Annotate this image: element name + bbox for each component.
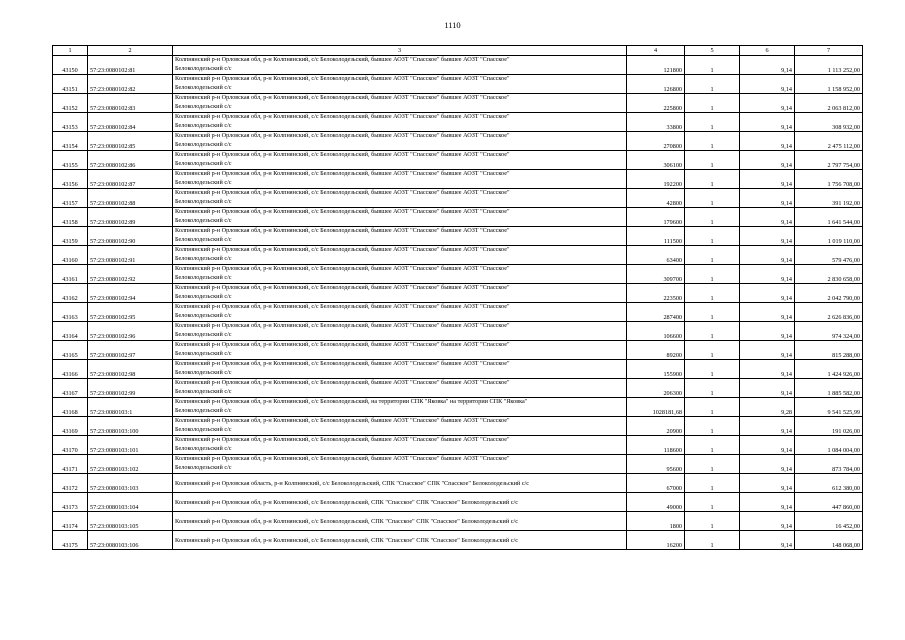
address-line-1: Колпнянский р-н Орловская область, р-н Колпнянский, с/с Белоколодезьский, СПК "Спасское" СПК "Спасское" Белоколодезьский с/с — [175, 479, 529, 487]
row-number: 43170 — [53, 436, 88, 455]
table-row — [53, 94, 863, 113]
address-line-2: Белоколодезьский с/с — [175, 217, 232, 224]
column-5-value: 1 — [685, 322, 740, 341]
column-5-value: 1 — [685, 303, 740, 322]
address-cell — [173, 398, 627, 417]
address-line-1: Колпнянский р-н Орловская обл, р-н Колпнянский, с/с Белоколодезьский, бывшее АОЗТ "Спасское" бывшее АОЗТ "Спасское" — [175, 151, 510, 158]
row-number: 43164 — [53, 322, 88, 341]
cadastral-number: 57:23:0080102:98 — [88, 360, 173, 379]
cadastral-value: 1 641 544,00 — [795, 208, 863, 227]
row-number: 43173 — [53, 493, 88, 512]
address-line-1: Колпнянский р-н Орловская обл, р-н Колпнянский, с/с Белоколодезьский, бывшее АОЗТ "Спасское" бывшее АОЗТ "Спасское" — [175, 322, 510, 329]
address-cell — [173, 151, 627, 170]
address-cell — [173, 436, 627, 455]
area-value: 223500 — [627, 284, 685, 303]
cadastral-value: 1 113 252,00 — [795, 56, 863, 75]
column-5-value: 1 — [685, 360, 740, 379]
row-number: 43168 — [53, 398, 88, 417]
table-row — [53, 455, 863, 474]
rate-value: 9,14 — [740, 493, 795, 512]
rate-value: 9,14 — [740, 75, 795, 94]
area-value: 63400 — [627, 246, 685, 265]
column-header-4: 4 — [627, 46, 685, 56]
column-header-2: 2 — [88, 46, 173, 56]
address-cell — [173, 189, 627, 208]
column-5-value: 1 — [685, 284, 740, 303]
cadastral-number: 57:23:0080103:1 — [88, 398, 173, 417]
table-row — [53, 56, 863, 75]
area-value: 20900 — [627, 417, 685, 436]
column-5-value: 1 — [685, 56, 740, 75]
rate-value: 9,14 — [740, 303, 795, 322]
row-number: 43153 — [53, 113, 88, 132]
area-value: 33800 — [627, 113, 685, 132]
area-value: 118600 — [627, 436, 685, 455]
table-header — [53, 46, 863, 56]
cadastral-value: 612 380,00 — [795, 474, 863, 493]
table-row — [53, 246, 863, 265]
cadastral-number: 57:23:0080102:94 — [88, 284, 173, 303]
table-row — [53, 474, 863, 493]
address-cell — [173, 265, 627, 284]
column-5-value: 1 — [685, 417, 740, 436]
column-header-5: 5 — [685, 46, 740, 56]
table-row — [53, 322, 863, 341]
cadastral-value: 191 026,00 — [795, 417, 863, 436]
table-row — [53, 493, 863, 512]
table-row — [53, 284, 863, 303]
cadastral-number: 57:23:0080103:106 — [88, 531, 173, 550]
table-body — [53, 56, 863, 550]
address-line-1: Колпнянский р-н Орловская обл, р-н Колпнянский, с/с Белоколодезьский, бывшее АОЗТ "Спасское" бывшее АОЗТ "Спасское" — [175, 341, 510, 348]
cadastral-value: 9 541 525,99 — [795, 398, 863, 417]
table-row — [53, 341, 863, 360]
address-cell — [173, 322, 627, 341]
area-value: 111500 — [627, 227, 685, 246]
address-cell — [173, 113, 627, 132]
row-number: 43169 — [53, 417, 88, 436]
address-line-1: Колпнянский р-н Орловская обл, р-н Колпнянский, с/с Белоколодезьский, бывшее АОЗТ "Спасское" бывшее АОЗТ "Спасское" — [175, 417, 510, 424]
rate-value: 9,14 — [740, 284, 795, 303]
cadastral-value: 16 452,00 — [795, 512, 863, 531]
address-cell — [173, 474, 627, 493]
address-line-2: Белоколодезьский с/с — [175, 84, 232, 91]
land-register-table — [52, 45, 863, 550]
rate-value: 9,14 — [740, 436, 795, 455]
rate-value: 9,14 — [740, 151, 795, 170]
address-line-1: Колпнянский р-н Орловская обл, р-н Колпнянский, с/с Белоколодезьский, СПК "Спасское" СПК "Спасское" Белоколодезьский с/с — [175, 536, 518, 544]
cadastral-value: 1 158 952,00 — [795, 75, 863, 94]
row-number: 43167 — [53, 379, 88, 398]
address-line-1: Колпнянский р-н Орловская обл, р-н Колпнянский, с/с Белоколодезьский, бывшее АОЗТ "Спасское" бывшее АОЗТ "Спасское" — [175, 113, 510, 120]
area-value: 106600 — [627, 322, 685, 341]
column-5-value: 1 — [685, 493, 740, 512]
row-number: 43159 — [53, 227, 88, 246]
cadastral-number: 57:23:0080102:82 — [88, 75, 173, 94]
cadastral-number: 57:23:0080103:101 — [88, 436, 173, 455]
table-row — [53, 398, 863, 417]
table-row — [53, 417, 863, 436]
row-number: 43156 — [53, 170, 88, 189]
address-cell — [173, 75, 627, 94]
row-number: 43152 — [53, 94, 88, 113]
address-cell — [173, 455, 627, 474]
address-line-1: Колпнянский р-н Орловская обл, р-н Колпнянский, с/с Белоколодезьский, бывшее АОЗТ "Спасское" бывшее АОЗТ "Спасское" — [175, 379, 510, 386]
rate-value: 9,14 — [740, 379, 795, 398]
row-number: 43163 — [53, 303, 88, 322]
rate-value: 9,14 — [740, 56, 795, 75]
address-line-1: Колпнянский р-н Орловская обл, р-н Колпнянский, с/с Белоколодезьский, бывшее АОЗТ "Спасское" бывшее АОЗТ "Спасское" — [175, 303, 510, 310]
address-line-2: Белоколодезьский с/с — [175, 407, 232, 414]
table-row — [53, 531, 863, 550]
column-5-value: 1 — [685, 189, 740, 208]
rate-value: 9,14 — [740, 189, 795, 208]
area-value: 192200 — [627, 170, 685, 189]
address-line-2: Белоколодезьский с/с — [175, 369, 232, 376]
cadastral-value: 2 830 658,00 — [795, 265, 863, 284]
address-line-2: Белоколодезьский с/с — [175, 464, 232, 471]
address-line-2: Белоколодезьский с/с — [175, 388, 232, 395]
address-line-2: Белоколодезьский с/с — [175, 141, 232, 148]
area-value: 67000 — [627, 474, 685, 493]
column-5-value: 1 — [685, 208, 740, 227]
table-row — [53, 208, 863, 227]
area-value: 179600 — [627, 208, 685, 227]
address-line-1: Колпнянский р-н Орловская обл, р-н Колпнянский, с/с Белоколодезьский, бывшее АОЗТ "Спасское" бывшее АОЗТ "Спасское" — [175, 170, 510, 177]
rate-value: 9,14 — [740, 531, 795, 550]
address-line-2: Белоколодезьский с/с — [175, 426, 232, 433]
table-row — [53, 265, 863, 284]
row-number: 43157 — [53, 189, 88, 208]
rate-value: 9,14 — [740, 360, 795, 379]
cadastral-value: 308 932,00 — [795, 113, 863, 132]
column-5-value: 1 — [685, 151, 740, 170]
area-value: 121800 — [627, 56, 685, 75]
rate-value: 9,14 — [740, 455, 795, 474]
rate-value: 9,14 — [740, 113, 795, 132]
rate-value: 9,14 — [740, 474, 795, 493]
column-5-value: 1 — [685, 170, 740, 189]
rate-value: 9,28 — [740, 398, 795, 417]
cadastral-number: 57:23:0080102:86 — [88, 151, 173, 170]
row-number: 43162 — [53, 284, 88, 303]
row-number: 43158 — [53, 208, 88, 227]
cadastral-value: 2 475 112,00 — [795, 132, 863, 151]
cadastral-value: 1 885 582,00 — [795, 379, 863, 398]
cadastral-number: 57:23:0080102:84 — [88, 113, 173, 132]
address-cell — [173, 493, 627, 512]
address-line-1: Колпнянский р-н Орловская обл, р-н Колпнянский, с/с Белоколодезьский, бывшее АОЗТ "Спасское" бывшее АОЗТ "Спасское" — [175, 94, 510, 101]
cadastral-value: 148 068,00 — [795, 531, 863, 550]
address-line-2: Белоколодезьский с/с — [175, 160, 232, 167]
address-cell — [173, 56, 627, 75]
table-row — [53, 151, 863, 170]
header-row — [53, 46, 863, 56]
row-number: 43151 — [53, 75, 88, 94]
column-5-value: 1 — [685, 265, 740, 284]
column-5-value: 1 — [685, 474, 740, 493]
cadastral-number: 57:23:0080102:96 — [88, 322, 173, 341]
cadastral-number: 57:23:0080102:87 — [88, 170, 173, 189]
cadastral-value: 447 860,00 — [795, 493, 863, 512]
area-value: 1800 — [627, 512, 685, 531]
address-line-2: Белоколодезьский с/с — [175, 350, 232, 357]
rate-value: 9,14 — [740, 227, 795, 246]
row-number: 43174 — [53, 512, 88, 531]
rate-value: 9,14 — [740, 417, 795, 436]
address-line-2: Белоколодезьский с/с — [175, 331, 232, 338]
column-header-6: 6 — [740, 46, 795, 56]
row-number: 43160 — [53, 246, 88, 265]
cadastral-number: 57:23:0080103:103 — [88, 474, 173, 493]
column-5-value: 1 — [685, 512, 740, 531]
address-cell — [173, 531, 627, 550]
address-line-2: Белоколодезьский с/с — [175, 198, 232, 205]
cadastral-number: 57:23:0080102:83 — [88, 94, 173, 113]
address-cell — [173, 512, 627, 531]
area-value: 49000 — [627, 493, 685, 512]
column-5-value: 1 — [685, 379, 740, 398]
address-line-1: Колпнянский р-н Орловская обл, р-н Колпнянский, с/с Белоколодезьский, на территории СПК "Яковка" на территории СПК "Яковка" — [175, 398, 528, 405]
rate-value: 9,14 — [740, 94, 795, 113]
address-line-2: Белоколодезьский с/с — [175, 65, 232, 72]
cadastral-value: 579 476,00 — [795, 246, 863, 265]
cadastral-number: 57:23:0080102:91 — [88, 246, 173, 265]
row-number: 43165 — [53, 341, 88, 360]
address-line-1: Колпнянский р-н Орловская обл, р-н Колпнянский, с/с Белоколодезьский, бывшее АОЗТ "Спасское" бывшее АОЗТ "Спасское" — [175, 284, 510, 291]
address-cell — [173, 246, 627, 265]
address-cell — [173, 132, 627, 151]
table-row — [53, 75, 863, 94]
cadastral-number: 57:23:0080103:100 — [88, 417, 173, 436]
row-number: 43171 — [53, 455, 88, 474]
area-value: 225800 — [627, 94, 685, 113]
cadastral-number: 57:23:0080102:95 — [88, 303, 173, 322]
cadastral-value: 2 797 754,00 — [795, 151, 863, 170]
table-row — [53, 189, 863, 208]
table-row — [53, 512, 863, 531]
address-cell — [173, 284, 627, 303]
column-5-value: 1 — [685, 113, 740, 132]
column-header-3: 3 — [173, 46, 627, 56]
cadastral-number: 57:23:0080102:90 — [88, 227, 173, 246]
area-value: 126800 — [627, 75, 685, 94]
address-line-2: Белоколодезьский с/с — [175, 236, 232, 243]
address-line-1: Колпнянский р-н Орловская обл, р-н Колпнянский, с/с Белоколодезьский, бывшее АОЗТ "Спасское" бывшее АОЗТ "Спасское" — [175, 455, 510, 462]
cadastral-value: 974 324,00 — [795, 322, 863, 341]
cadastral-value: 1 756 708,00 — [795, 170, 863, 189]
table-row — [53, 170, 863, 189]
table-row — [53, 303, 863, 322]
cadastral-number: 57:23:0080102:99 — [88, 379, 173, 398]
area-value: 309700 — [627, 265, 685, 284]
address-cell — [173, 94, 627, 113]
page-number: 1110 — [444, 20, 461, 30]
table-row — [53, 360, 863, 379]
column-5-value: 1 — [685, 341, 740, 360]
column-5-value: 1 — [685, 227, 740, 246]
table-row — [53, 132, 863, 151]
rate-value: 9,14 — [740, 265, 795, 284]
address-cell — [173, 341, 627, 360]
column-5-value: 1 — [685, 75, 740, 94]
address-line-1: Колпнянский р-н Орловская обл, р-н Колпнянский, с/с Белоколодезьский, бывшее АОЗТ "Спасское" бывшее АОЗТ "Спасское" — [175, 360, 510, 367]
area-value: 1028181,68 — [627, 398, 685, 417]
row-number: 43161 — [53, 265, 88, 284]
address-line-1: Колпнянский р-н Орловская обл, р-н Колпнянский, с/с Белоколодезьский, бывшее АОЗТ "Спасское" бывшее АОЗТ "Спасское" — [175, 75, 510, 82]
column-5-value: 1 — [685, 132, 740, 151]
address-line-2: Белоколодезьский с/с — [175, 255, 232, 262]
column-header-7: 7 — [795, 46, 863, 56]
address-cell — [173, 360, 627, 379]
address-line-1: Колпнянский р-н Орловская обл, р-н Колпнянский, с/с Белоколодезьский, СПК "Спасское" СПК "Спасское" Белоколодезьский с/с — [175, 498, 518, 506]
area-value: 287400 — [627, 303, 685, 322]
address-line-1: Колпнянский р-н Орловская обл, р-н Колпнянский, с/с Белоколодезьский, бывшее АОЗТ "Спасское" бывшее АОЗТ "Спасское" — [175, 189, 510, 196]
address-line-2: Белоколодезьский с/с — [175, 179, 232, 186]
address-cell — [173, 303, 627, 322]
rate-value: 9,14 — [740, 170, 795, 189]
cadastral-value: 2 626 836,00 — [795, 303, 863, 322]
area-value: 95600 — [627, 455, 685, 474]
area-value: 16200 — [627, 531, 685, 550]
cadastral-number: 57:23:0080102:81 — [88, 56, 173, 75]
address-line-1: Колпнянский р-н Орловская обл, р-н Колпнянский, с/с Белоколодезьский, бывшее АОЗТ "Спасское" бывшее АОЗТ "Спасское" — [175, 208, 510, 215]
address-line-1: Колпнянский р-н Орловская обл, р-н Колпнянский, с/с Белоколодезьский, бывшее АОЗТ "Спасское" бывшее АОЗТ "Спасское" — [175, 246, 510, 253]
area-value: 42800 — [627, 189, 685, 208]
area-value: 306100 — [627, 151, 685, 170]
cadastral-number: 57:23:0080102:88 — [88, 189, 173, 208]
rate-value: 9,14 — [740, 512, 795, 531]
cadastral-number: 57:23:0080102:92 — [88, 265, 173, 284]
address-line-2: Белоколодезьский с/с — [175, 103, 232, 110]
cadastral-number: 57:23:0080102:85 — [88, 132, 173, 151]
cadastral-value: 1 019 110,00 — [795, 227, 863, 246]
cadastral-value: 873 784,00 — [795, 455, 863, 474]
address-line-1: Колпнянский р-н Орловская обл, р-н Колпнянский, с/с Белоколодезьский, бывшее АОЗТ "Спасское" бывшее АОЗТ "Спасское" — [175, 132, 510, 139]
area-value: 270800 — [627, 132, 685, 151]
rate-value: 9,14 — [740, 132, 795, 151]
cadastral-value: 391 192,00 — [795, 189, 863, 208]
address-line-1: Колпнянский р-н Орловская обл, р-н Колпнянский, с/с Белоколодезьский, бывшее АОЗТ "Спасское" бывшее АОЗТ "Спасское" — [175, 227, 510, 234]
address-line-2: Белоколодезьский с/с — [175, 312, 232, 319]
rate-value: 9,14 — [740, 341, 795, 360]
rate-value: 9,14 — [740, 322, 795, 341]
address-line-2: Белоколодезьский с/с — [175, 293, 232, 300]
table-row — [53, 227, 863, 246]
column-5-value: 1 — [685, 455, 740, 474]
column-5-value: 1 — [685, 94, 740, 113]
address-cell — [173, 208, 627, 227]
cadastral-value: 1 424 926,00 — [795, 360, 863, 379]
address-line-1: Колпнянский р-н Орловская обл, р-н Колпнянский, с/с Белоколодезьский, бывшее АОЗТ "Спасское" бывшее АОЗТ "Спасское" — [175, 436, 510, 443]
column-5-value: 1 — [685, 531, 740, 550]
column-header-1: 1 — [53, 46, 88, 56]
address-line-1: Колпнянский р-н Орловская обл, р-н Колпнянский, с/с Белоколодезьский, бывшее АОЗТ "Спасское" бывшее АОЗТ "Спасское" — [175, 265, 510, 272]
cadastral-number: 57:23:0080103:105 — [88, 512, 173, 531]
table-row — [53, 436, 863, 455]
row-number: 43154 — [53, 132, 88, 151]
table-row — [53, 379, 863, 398]
area-value: 155900 — [627, 360, 685, 379]
area-value: 89200 — [627, 341, 685, 360]
column-5-value: 1 — [685, 246, 740, 265]
address-line-2: Белоколодезьский с/с — [175, 445, 232, 452]
address-line-2: Белоколодезьский с/с — [175, 274, 232, 281]
cadastral-value: 2 042 790,00 — [795, 284, 863, 303]
cadastral-value: 815 288,00 — [795, 341, 863, 360]
cadastral-value: 2 063 812,00 — [795, 94, 863, 113]
rate-value: 9,14 — [740, 208, 795, 227]
address-line-1: Колпнянский р-н Орловская обл, р-н Колпнянский, с/с Белоколодезьский, бывшее АОЗТ "Спасское" бывшее АОЗТ "Спасское" — [175, 56, 510, 63]
row-number: 43155 — [53, 151, 88, 170]
row-number: 43172 — [53, 474, 88, 493]
address-cell — [173, 417, 627, 436]
rate-value: 9,14 — [740, 246, 795, 265]
cadastral-number: 57:23:0080103:102 — [88, 455, 173, 474]
cadastral-number: 57:23:0080102:97 — [88, 341, 173, 360]
row-number: 43166 — [53, 360, 88, 379]
cadastral-number: 57:23:0080102:89 — [88, 208, 173, 227]
address-cell — [173, 227, 627, 246]
column-5-value: 1 — [685, 398, 740, 417]
column-5-value: 1 — [685, 436, 740, 455]
address-cell — [173, 170, 627, 189]
address-cell — [173, 379, 627, 398]
cadastral-number: 57:23:0080103:104 — [88, 493, 173, 512]
area-value: 206300 — [627, 379, 685, 398]
address-line-2: Белоколодезьский с/с — [175, 122, 232, 129]
table-row — [53, 113, 863, 132]
address-line-1: Колпнянский р-н Орловская обл, р-н Колпнянский, с/с Белоколодезьский, СПК "Спасское" СПК "Спасское" Белоколодезьский с/с — [175, 517, 518, 525]
row-number: 43150 — [53, 56, 88, 75]
row-number: 43175 — [53, 531, 88, 550]
cadastral-value: 1 084 004,00 — [795, 436, 863, 455]
